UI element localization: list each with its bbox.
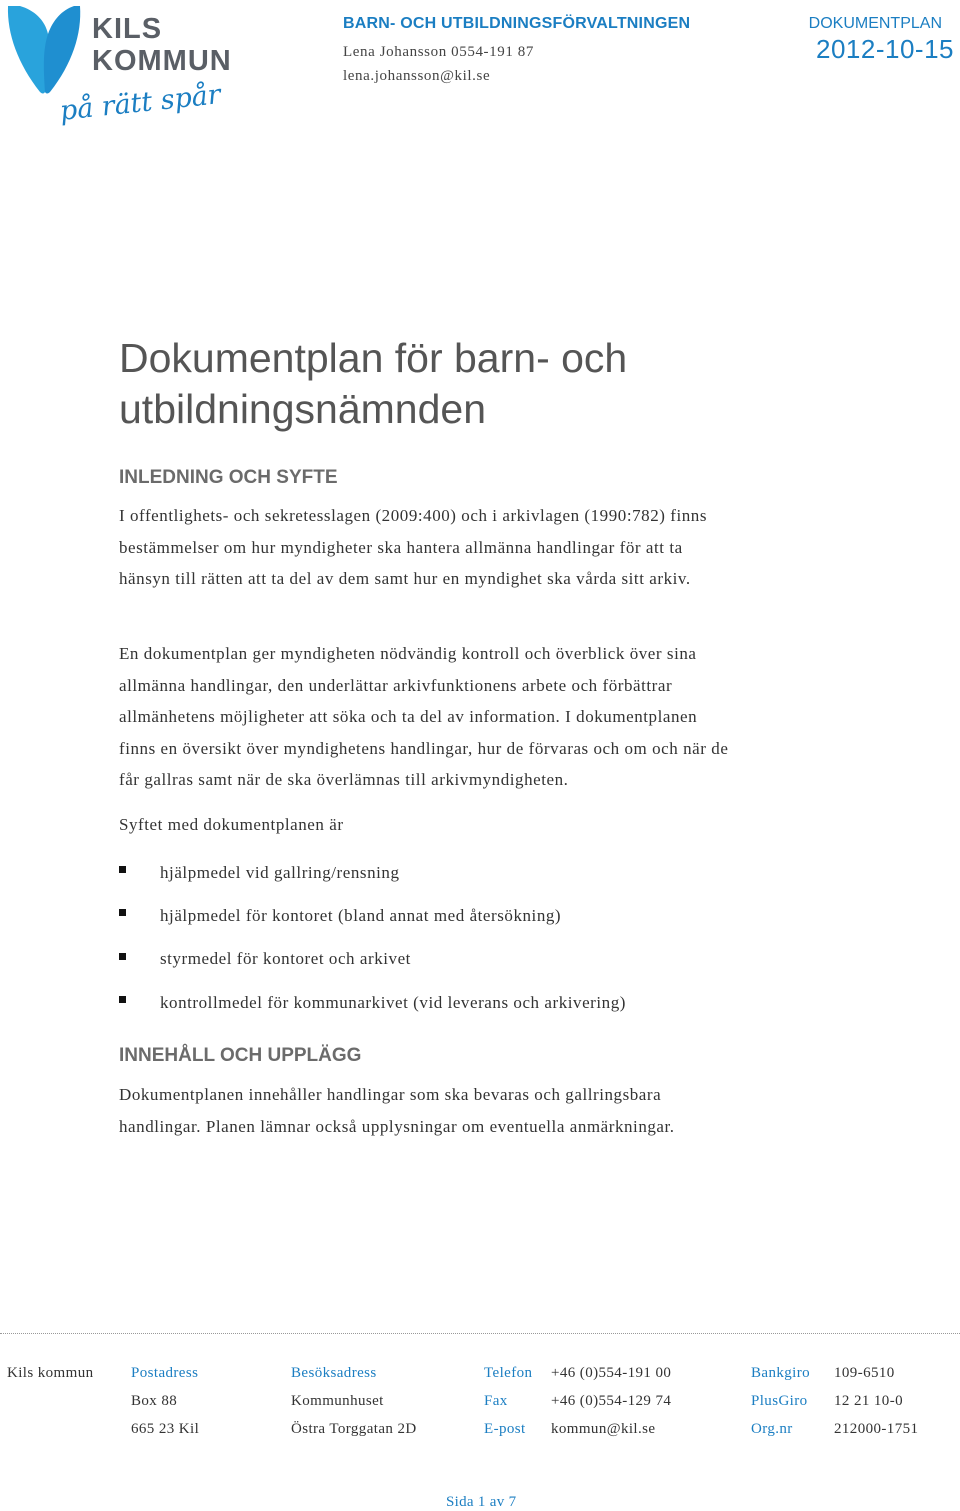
footer-plusgiro-value: 12 21 10-0	[834, 1393, 903, 1409]
text-line: finns en översikt över myndighetens handlingar, hur de förvaras och om och när de	[119, 738, 729, 758]
department-name: BARN- OCH UTBILDNINGSFÖRVALTNINGEN	[343, 15, 691, 32]
footer-epost-value[interactable]: kommun@kil.se	[551, 1421, 656, 1437]
list-item	[119, 894, 626, 937]
footer-postadress-label: Postadress	[131, 1365, 199, 1381]
text-line: bestämmelser om hur myndigheter ska hantera allmänna handlingar för att ta	[119, 537, 683, 557]
list-item-text: kontrollmedel för kommunarkivet (vid leverans och arkivering)	[160, 992, 626, 1012]
footer-besoksadress-line2: Östra Torggatan 2D	[291, 1421, 417, 1437]
square-bullet-icon	[119, 909, 126, 916]
list-item-text: hjälpmedel för kontoret (bland annat med återsökning)	[160, 905, 562, 925]
logo-name-line1: KILS	[92, 13, 163, 45]
footer-besoksadress-label: Besöksadress	[291, 1365, 377, 1381]
square-bullet-icon	[119, 996, 126, 1003]
heart-v-icon	[4, 4, 86, 96]
content-paragraph	[119, 1079, 849, 1142]
contact-name-phone: Lena Johansson 0554-191 87	[343, 44, 534, 60]
footer-telefon-label: Telefon	[484, 1365, 533, 1381]
square-bullet-icon	[119, 953, 126, 960]
text-line: hänsyn till rätten att ta del av dem samt hur en myndighet ska vårda sitt arkiv.	[119, 569, 691, 588]
footer-epost-label: E-post	[484, 1421, 526, 1437]
document-type: DOKUMENTPLAN	[808, 15, 942, 32]
text-line: allmänhetens möjligheter att söka och ta del av information. I dokumentplanen	[119, 707, 698, 726]
document-title	[119, 333, 759, 435]
text-line: allmänna handlingar, den underlättar arkivfunktionens arbete och förbättrar	[119, 675, 673, 695]
footer-fax-label: Fax	[484, 1393, 508, 1409]
footer-plusgiro-label: PlusGiro	[751, 1393, 808, 1409]
footer-fax-value: +46 (0)554-129 74	[551, 1393, 672, 1409]
footer-orgnr-label: Org.nr	[751, 1421, 793, 1437]
intro-paragraph-2	[119, 638, 849, 796]
footer-orgnr-value: 212000-1751	[834, 1421, 919, 1437]
footer-postadress-line1: Box 88	[131, 1393, 178, 1409]
list-item-text: hjälpmedel vid gallring/rensning	[160, 862, 400, 882]
page-number: Sida 1 av 7	[446, 1494, 517, 1510]
text-line: I offentlighets- och sekretesslagen (2009:400) och i arkivlagen (1990:782) finns	[119, 506, 708, 525]
list-item	[119, 938, 626, 981]
title-line-1: Dokumentplan för barn- och	[119, 335, 628, 381]
section-heading-content: INNEHÅLL OCH UPPLÄGG	[119, 1045, 362, 1066]
footer-bankgiro-value: 109-6510	[834, 1365, 895, 1381]
text-line: En dokumentplan ger myndigheten nödvändig kontroll och överblick över sina	[119, 644, 697, 663]
document-date: 2012-10-15	[816, 34, 954, 64]
text-line: handlingar. Planen lämnar också upplysningar om eventuella anmärkningar.	[119, 1116, 675, 1136]
title-line-2: utbildningsnämnden	[119, 386, 486, 432]
footer-bankgiro-label: Bankgiro	[751, 1365, 811, 1381]
section-heading-intro: INLEDNING OCH SYFTE	[119, 467, 338, 488]
footer-telefon-value: +46 (0)554-191 00	[551, 1365, 672, 1381]
footer-org-name: Kils kommun	[7, 1365, 94, 1381]
list-item-text: styrmedel för kontoret och arkivet	[160, 949, 411, 969]
logo-tagline: på rätt spår	[58, 79, 223, 127]
square-bullet-icon	[119, 866, 126, 873]
list-item	[119, 851, 626, 894]
footer-divider	[0, 1333, 960, 1334]
intro-paragraph-1	[119, 500, 849, 595]
footer-besoksadress-line1: Kommunhuset	[291, 1393, 384, 1409]
purpose-list	[119, 851, 626, 1024]
logo-name-line2: KOMMUN	[92, 45, 232, 77]
list-item	[119, 981, 626, 1024]
kils-kommun-logo	[4, 4, 234, 139]
text-line: Dokumentplanen innehåller handlingar som ska bevaras och gallringsbara	[119, 1085, 662, 1104]
text-line: får gallras samt när de ska överlämnas till arkivmyndigheten.	[119, 770, 569, 789]
contact-email[interactable]: lena.johansson@kil.se	[343, 68, 491, 84]
purpose-intro: Syftet med dokumentplanen är	[119, 815, 344, 834]
footer-postadress-line2: 665 23 Kil	[131, 1421, 200, 1437]
